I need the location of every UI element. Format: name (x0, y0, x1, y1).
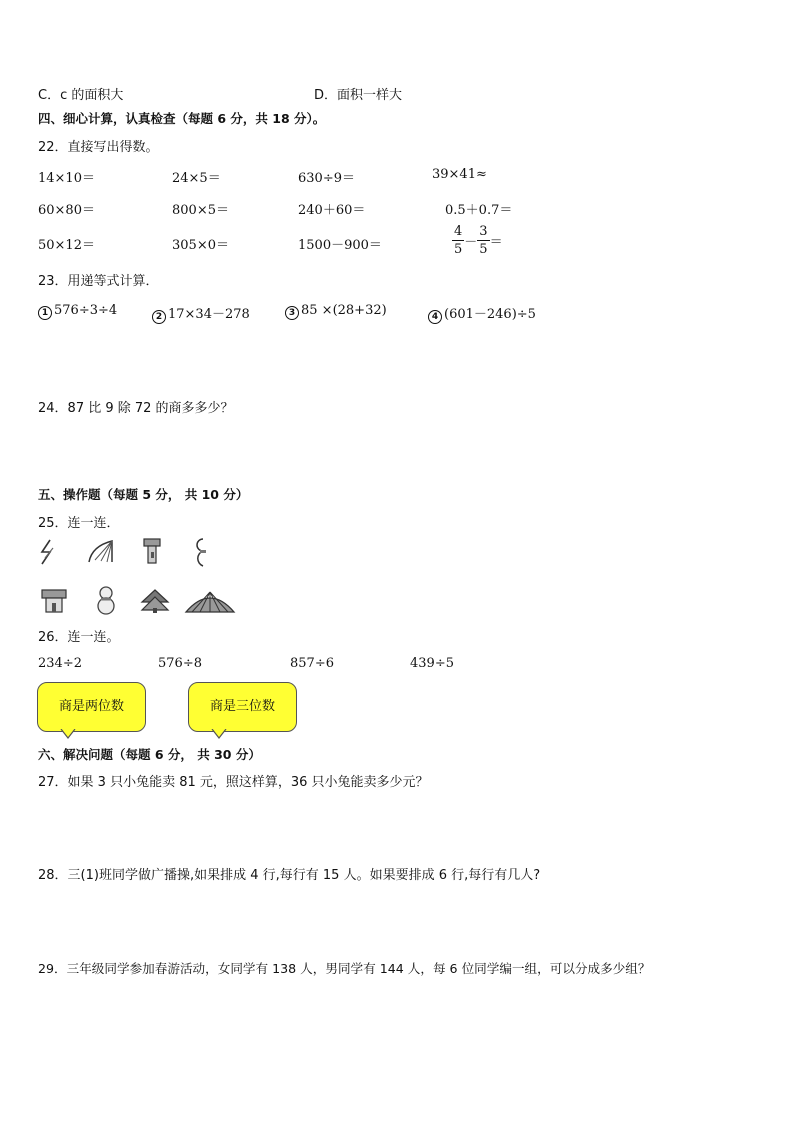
fraction-expression (452, 223, 503, 258)
snowman-half-icon[interactable] (194, 536, 210, 568)
calc-item: 800×5＝ (172, 203, 229, 218)
circled-number: 3 (285, 306, 299, 320)
calc-item: 240＋60＝ (298, 203, 366, 218)
calc-item: 0.5＋0.7＝ (445, 203, 513, 218)
minus-sign: － (464, 235, 478, 250)
lightning-half-icon[interactable] (38, 538, 60, 566)
q26-title: 26．连一连。 (38, 630, 120, 645)
bubble-pointer (211, 729, 227, 739)
calc-item: 50×12＝ (38, 238, 95, 253)
section-4-heading: 四、细心计算，认真检查（每题 6 分，共 18 分）。 (38, 111, 326, 126)
option-d: D．面积一样大 (314, 88, 403, 103)
q29-text: 29．三年级同学参加春游活动，女同学有 138 人，男同学有 144 人，每 6 位同学编一组，可以分成多少组？ (38, 961, 651, 976)
equals-sign: ＝ (489, 235, 503, 250)
calc-item: 14×10＝ (38, 171, 95, 186)
umbrella-half-icon[interactable] (86, 538, 116, 564)
circled-number: 1 (38, 306, 52, 320)
division-item[interactable]: 576÷8 (158, 656, 202, 671)
circled-number: 2 (152, 310, 166, 324)
section-5-heading: 五、操作题（每题 5 分， 共 10 分） (38, 487, 249, 502)
calc-item: 305×0＝ (172, 238, 229, 253)
q23-item: 3 85 ×(28+32) (285, 303, 387, 320)
bubble-three-digit[interactable]: 商是三位数 (188, 682, 297, 732)
calc-item: 60×80＝ (38, 203, 95, 218)
option-c: C．c 的面积大 (38, 88, 124, 103)
fraction-b: $\frac{3}{5}$ (479, 224, 488, 257)
bubble-two-digit[interactable]: 商是两位数 (37, 682, 146, 732)
tree-icon[interactable] (140, 588, 170, 614)
house-icon[interactable] (40, 588, 68, 614)
q22-title: 22．直接写出得数。 (38, 140, 159, 155)
fraction-a: $\frac{4}{5}$ (454, 224, 463, 257)
q27-text: 27．如果 3 只小兔能卖 81 元，照这样算，36 只小兔能卖多少元？ (38, 775, 429, 790)
bubble-pointer (60, 729, 76, 739)
calc-item: 1500－900＝ (298, 238, 382, 253)
division-item[interactable]: 857÷6 (290, 656, 334, 671)
calc-item: 39×41≈ (432, 167, 487, 182)
q25-title: 25．连一连． (38, 516, 120, 531)
calc-item: 24×5＝ (172, 171, 221, 186)
q23-item: 4 (601－246)÷5 (428, 303, 536, 324)
q28-text: 28．三(1)班同学做广播操,如果排成 4 行,每行有 15 人。如果要排成 6 行,每行有几人? (38, 868, 541, 883)
umbrella-icon[interactable] (184, 590, 236, 616)
snowman-icon[interactable] (96, 585, 116, 615)
q24-text: 24．87 比 9 除 72 的商多多少？ (38, 401, 234, 416)
house-half-icon[interactable] (142, 536, 162, 566)
section-6-heading: 六、解决问题（每题 6 分， 共 30 分） (38, 747, 261, 762)
calc-item: 630÷9＝ (298, 171, 355, 186)
division-item[interactable]: 234÷2 (38, 656, 82, 671)
q23-item: 1 576÷3÷4 (38, 303, 117, 320)
circled-number: 4 (428, 310, 442, 324)
q23-item: 2 17×34－278 (152, 303, 250, 324)
division-item[interactable]: 439÷5 (410, 656, 454, 671)
q23-title: 23．用递等式计算． (38, 274, 159, 289)
